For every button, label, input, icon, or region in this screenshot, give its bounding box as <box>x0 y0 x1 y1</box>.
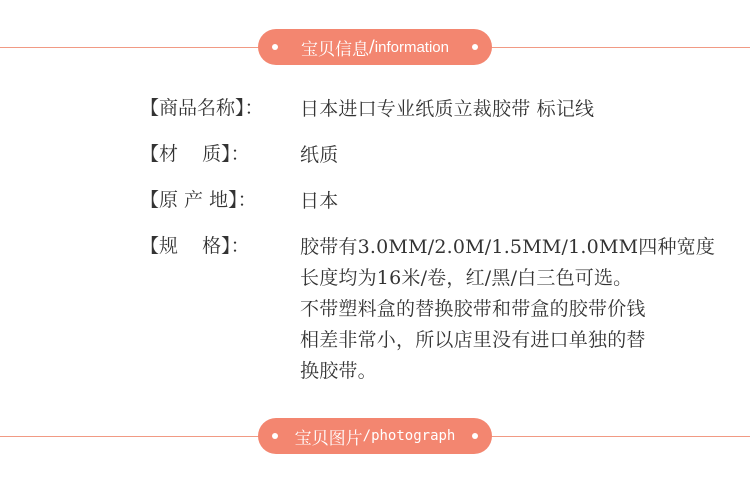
info-value-line: 日本 <box>300 190 339 212</box>
info-value-line: 纸质 <box>300 144 339 166</box>
bullet-dot-icon <box>472 44 478 50</box>
info-value-line: 不带塑料盒的替换胶带和带盒的胶带价钱 <box>300 298 646 320</box>
info-value <box>300 94 720 125</box>
info-label: 【商品名称】： <box>140 97 264 119</box>
bullet-dot-icon <box>272 44 278 50</box>
section-subtitle: information <box>374 38 449 56</box>
info-value <box>300 186 720 217</box>
info-row-origin <box>140 186 720 217</box>
bullet-dot-icon <box>472 433 478 439</box>
section-title: 宝贝信息 <box>301 39 370 60</box>
info-row-material <box>140 140 720 171</box>
info-value-line: 日本进口专业纸质立裁胶带 标记线 <box>300 98 595 120</box>
info-value-line: 长度均为16米/卷，红/黑/白三色可选。 <box>300 267 633 289</box>
info-value-line: 相差非常小，所以店里没有进口单独的替 <box>300 329 646 351</box>
bullet-dot-icon <box>272 433 278 439</box>
info-value <box>300 140 720 171</box>
section-header-information <box>0 29 750 65</box>
info-value <box>300 232 720 387</box>
info-value-line: 胶带有3.0MM/2.0M/1.5MM/1.0MM四种宽度 <box>300 236 716 258</box>
info-label: 【原 产 地】： <box>140 189 257 211</box>
info-label: 【材 质】： <box>140 143 250 165</box>
info-row-name <box>140 94 720 125</box>
section-pill-information <box>258 29 492 65</box>
product-info <box>140 94 720 387</box>
section-title-separator: / <box>369 37 375 57</box>
info-value-line: 换胶带。 <box>300 360 377 382</box>
section-subtitle: photograph <box>371 428 456 444</box>
section-header-photograph <box>0 418 750 454</box>
section-pill-photograph <box>258 418 492 454</box>
info-label: 【规 格】： <box>140 235 250 257</box>
section-title: 宝贝图片 <box>294 428 363 449</box>
info-row-spec <box>140 232 720 387</box>
section-title-separator: / <box>362 428 372 444</box>
